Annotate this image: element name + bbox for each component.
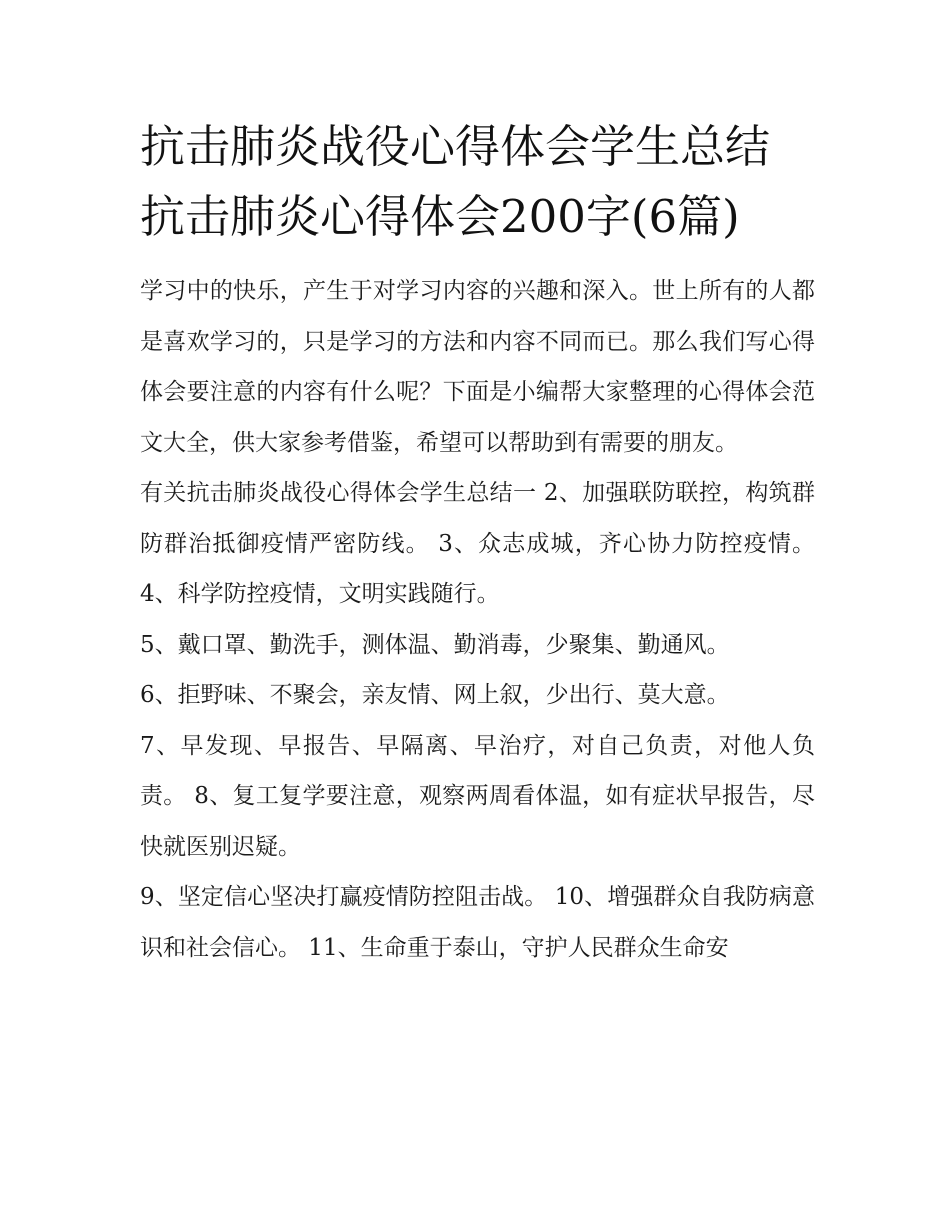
slogan-paragraph-4: 7、早发现、早报告、早隔离、早治疗，对自己负责，对他人负责。 8、复工复学要注意，观察两周看体温，如有症状早报告，尽快就医别迟疑。	[140, 732, 815, 860]
slogan-paragraph-2: 5、戴口罩、勤洗手，测体温、勤消毒，少聚集、勤通风。	[140, 631, 730, 658]
document-title: 抗击肺炎战役心得体会学生总结 抗击肺炎心得体会200字(6篇)	[140, 120, 771, 243]
slogan-paragraph-5: 9、坚定信心坚决打赢疫情防控阻击战。 10、增强群众自我防病意识和社会信心。 11、生命重于泰山，守护人民群众生命安	[140, 884, 815, 961]
document-body	[140, 112, 815, 973]
slogan-paragraph-1: 有关抗击肺炎战役心得体会学生总结一 2、加强联防联控，构筑群防群治抵御疫情严密防线。 3、众志成城，齐心协力防控疫情。 4、科学防控疫情，文明实践随行。	[140, 480, 815, 607]
intro-paragraph: 学习中的快乐，产生于对学习内容的兴趣和深入。世上所有的人都是喜欢学习的，只是学习的方法和内容不同而已。那么我们写心得体会要注意的内容有什么呢？下面是小编帮大家整理的心得体会范文大全，供大家参考借鉴，希望可以帮助到有需要的朋友。	[140, 278, 815, 456]
slogan-paragraph-3: 6、拒野味、不聚会，亲友情、网上叙，少出行、莫大意。	[140, 682, 730, 708]
